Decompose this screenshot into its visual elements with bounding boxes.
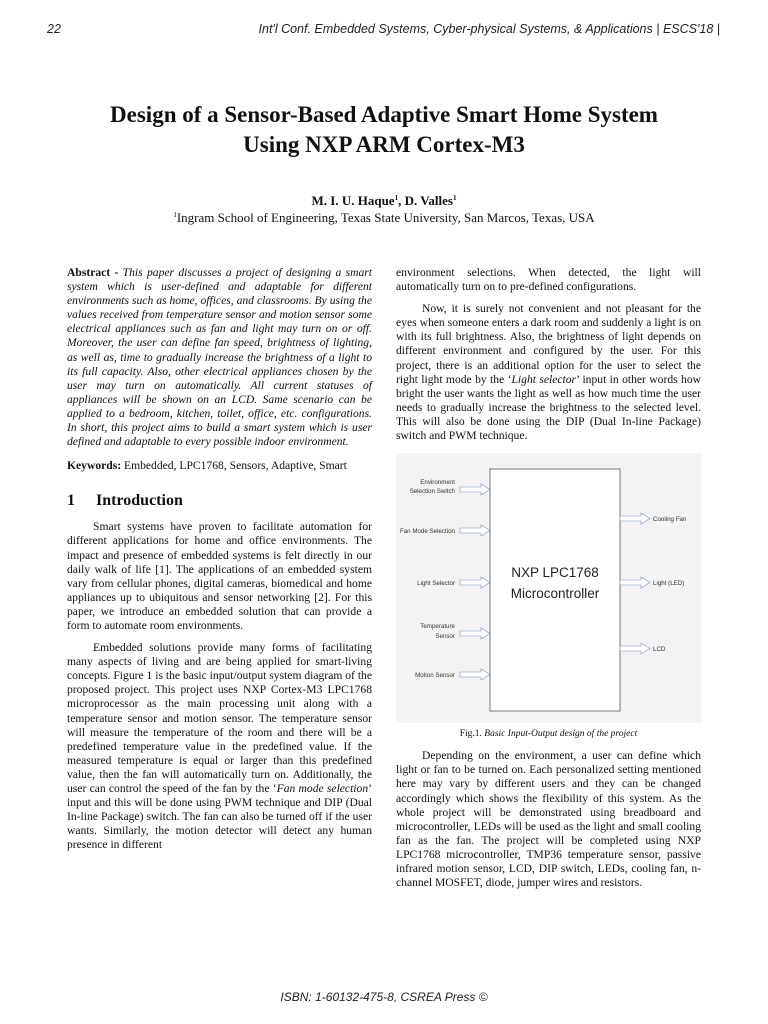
right-paragraph-2-text: Now, it is surely not convenient and not pleasant for the eyes when someone enters a dark room and suddenly a light is on with its full brightness. Also, the brightness of light depends on different environment and configured by the user. For this project, there is an additional option for the user to select the right light mode by the ‘ — [396, 302, 701, 386]
affiliation — [60, 210, 708, 226]
right-column — [396, 266, 701, 890]
fan-mode-selection-term: Fan mode selection — [276, 782, 369, 795]
temperature-label-2: Sensor — [435, 633, 455, 641]
affiliation-sup: 1 — [173, 211, 177, 219]
figure-1-diagram — [396, 453, 701, 723]
keywords-text: Embedded, LPC1768, Sensors, Adaptive, Smart — [124, 459, 347, 473]
keywords — [67, 459, 372, 473]
paper-title — [60, 100, 708, 160]
env-selection-label-2: Selection Switch — [409, 488, 455, 496]
fan-mode-label: Fan Mode Selection — [399, 528, 455, 536]
running-head: Int'l Conf. Embedded Systems, Cyber-physical Systems, & Applications | ESCS'18 | — [258, 22, 720, 36]
title-line-1: Design of a Sensor-Based Adaptive Smart Home System — [110, 102, 658, 127]
motion-sensor-label: Motion Sensor — [415, 672, 455, 680]
env-selection-label-1: Environment — [420, 479, 455, 487]
mcu-label-line-2: Microcontroller — [510, 586, 600, 602]
footer-text: ISBN: 1-60132-475-8, CSREA Press © — [280, 990, 488, 1004]
right-paragraph-2-end: ’ input in other words how bright the user wants the light as well as how much time the user needs to gradually increase the brightness to the selected level. This will also be done using the DIP (Dual In-line Package) switch and PWM technique. — [396, 372, 701, 443]
mcu-label-line-1: NXP LPC1768 — [511, 565, 599, 581]
author-list — [60, 193, 708, 209]
author-1: M. I. U. Haque — [311, 193, 395, 208]
keywords-label: Keywords: — [67, 459, 124, 473]
light-selector-label: Light Selector — [417, 580, 455, 588]
light-led-label: Light (LED) — [653, 580, 685, 588]
cooling-fan-label: Cooling Fan — [653, 516, 687, 524]
light-selector-term: Light selector — [511, 372, 577, 386]
author-1-sup: 1 — [394, 194, 399, 202]
abstract-label: Abstract - — [67, 266, 123, 279]
section-title: Introduction — [96, 492, 183, 510]
intro-paragraph-2-end: ’ input and this will be done using PWM technique and DIP (Dual In-line Package) switch. The fan can also be turned off if the user wants. Similarly, the motion detector will detect any human presence in different — [67, 782, 372, 852]
right-paragraph-3: Depending on the environment, a user can define which light or fan to be turned on. Each personalized setting mentioned here may vary by different users and they can be changed accordingly which shows the flexibility of this system. As the whole project will be demonstrated using breadboard and microcontroller, LEDs will be used as the light and small cooling fan as the fan. The project will be completed using NXP LPC1768 microcontroller, TMP36 temperature sensor, passive infrared motion sensor, LCD, DIP switch, LEDs, cooling fan, n-channel MOSFET, diode, jumper wires and resistors. — [396, 749, 701, 890]
figure-caption-label: Fig.1. — [459, 729, 485, 740]
section-number: 1 — [67, 492, 75, 510]
author-separator: , — [398, 193, 405, 208]
abstract — [67, 266, 372, 449]
intro-paragraph-2-text: Embedded solutions provide many forms of facilitating many aspects of living and are being applied for smart-living concepts. Figure 1 is the basic input/output system diagram of the proposed project. This project uses NXP Cortex-M3 LPC1768 microprocessor as the main processing unit along with a temperature sensor and motion sensor. The temperature sensor will measure the temperature of the room and there will be a predefined temperature value in the predefined value. If the measured temperature is equal or larger than this predefined value, then the fan will automatically turn on. Additionally, the user can control the speed of the fan by the ‘ — [67, 641, 372, 795]
abstract-text: This paper discusses a project of designing a smart system which is user-defined and adaptable for different environments such as home, offices, and classrooms. By using the values received from temperature sensor and motion sensor some electrical appliances such as fan and light may turn on or off. Moreover, the user can define fan speed, brightness of lighting, as well as, time to gradually increase the brightness of a light to its full capacity. Also, other electrical appliances chosen by the user may turn on automatically. All current statuses of appliances will be shown on an LCD. Same scenario can be applied to a bedroom, kitchen, toilet, office, etc. configurations. In short, this project aims to build a smart system which is user defined and adaptable to every possible indoor environment. — [67, 266, 372, 449]
page-footer — [0, 988, 768, 1006]
affiliation-text: Ingram School of Engineering, Texas State University, San Marcos, Texas, USA — [176, 210, 595, 225]
right-paragraph-1: environment selections. When detected, the light will automatically turn on to pre-defined configurations. — [396, 266, 701, 294]
figure-caption — [396, 727, 701, 741]
io-diagram-svg — [396, 453, 701, 723]
page-number: 22 — [47, 22, 61, 36]
author-2-sup: 1 — [452, 194, 457, 202]
intro-paragraph-1: Smart systems have proven to facilitate automation for different applications for home and office environments. The impact and presence of embedded systems is felt directly in our daily walk of life [1]. The applications of an embedded system vary from cellular phones, digital cameras, biomedical and home appliances up to ubiquitous and sensor networking [2]. For this paper, we introduce an embedded solution that can provide a form to automate room environments. — [67, 520, 372, 632]
author-2: D. Valles — [404, 193, 453, 208]
figure-caption-text: Basic Input-Output design of the project — [484, 729, 638, 740]
intro-paragraph-2 — [67, 641, 372, 852]
section-heading-introduction — [67, 491, 372, 511]
temperature-label-1: Temperature — [420, 623, 455, 631]
title-line-2: Using NXP ARM Cortex-M3 — [243, 132, 525, 157]
left-column — [67, 266, 372, 852]
lcd-label: LCD — [653, 646, 666, 654]
right-paragraph-2 — [396, 302, 701, 443]
